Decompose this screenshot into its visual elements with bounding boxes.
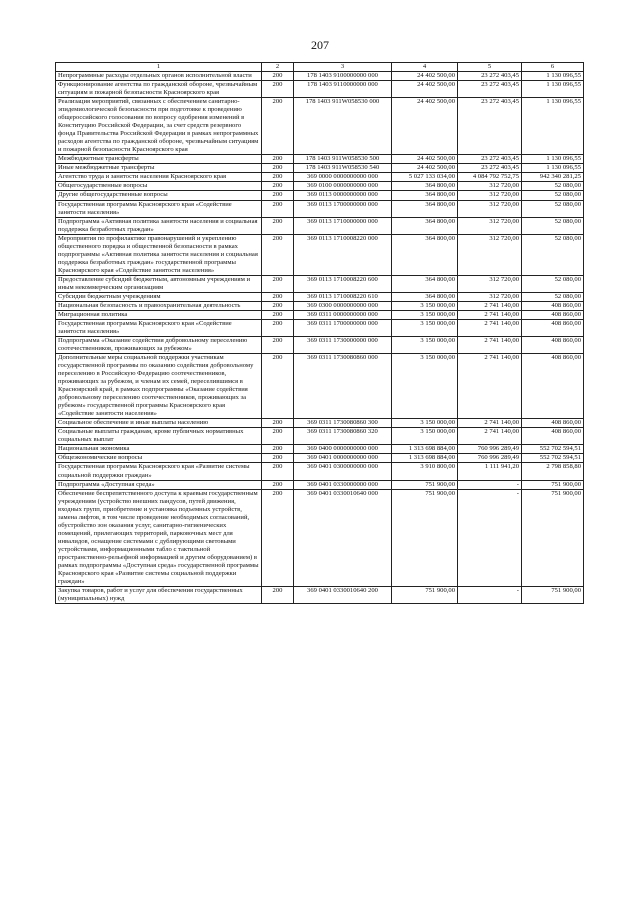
budget-table bbox=[55, 62, 584, 604]
grbs-code-cell: 200 bbox=[262, 428, 294, 445]
table-row bbox=[56, 354, 584, 419]
table-row bbox=[56, 182, 584, 191]
executed-amount-cell: 23 272 403,45 bbox=[458, 155, 522, 164]
remainder-amount-cell: 408 860,00 bbox=[522, 301, 584, 310]
classification-code-cell: 369 0113 1710008220 610 bbox=[294, 292, 392, 301]
executed-amount-cell: 1 111 941,20 bbox=[458, 463, 522, 480]
table-header bbox=[56, 63, 584, 72]
remainder-amount-cell: 1 130 096,55 bbox=[522, 155, 584, 164]
row-name-cell: Мероприятия по профилактике правонарушений и укреплению общественного порядка и общественной безопасности в рамках подпрограммы «Активная политика занятости населения и социальная поддержка безработных граждан» государственной программы Красноярского края «Содействие занятости населения» bbox=[56, 234, 262, 275]
assigned-amount-cell: 3 150 000,00 bbox=[392, 428, 458, 445]
table-row bbox=[56, 454, 584, 463]
executed-amount-cell: 312 720,00 bbox=[458, 200, 522, 217]
remainder-amount-cell: 52 080,00 bbox=[522, 292, 584, 301]
assigned-amount-cell: 364 800,00 bbox=[392, 292, 458, 301]
remainder-amount-cell: 1 130 096,55 bbox=[522, 98, 584, 155]
classification-code-cell: 369 0400 0000000000 000 bbox=[294, 445, 392, 454]
grbs-code-cell: 200 bbox=[262, 337, 294, 354]
executed-amount-cell: 23 272 403,45 bbox=[458, 72, 522, 81]
classification-code-cell: 369 0000 0000000000 000 bbox=[294, 173, 392, 182]
grbs-code-cell: 200 bbox=[262, 586, 294, 603]
classification-code-cell: 369 0113 1710008220 000 bbox=[294, 234, 392, 275]
row-name-cell: Непрограммные расходы отдельных органов исполнительной власти bbox=[56, 72, 262, 81]
assigned-amount-cell: 751 900,00 bbox=[392, 480, 458, 489]
classification-code-cell: 178 1403 9100000000 000 bbox=[294, 72, 392, 81]
grbs-code-cell: 200 bbox=[262, 155, 294, 164]
assigned-amount-cell: 5 027 133 034,00 bbox=[392, 173, 458, 182]
classification-code-cell: 369 0401 0330010640 000 bbox=[294, 489, 392, 586]
classification-code-cell: 369 0311 1700000000 000 bbox=[294, 319, 392, 336]
executed-amount-cell: - bbox=[458, 480, 522, 489]
row-name-cell: Функционирование агентства по гражданской обороне, чрезвычайным ситуациям и пожарной безопасности Красноярского края bbox=[56, 81, 262, 98]
classification-code-cell: 178 1403 911W058530 540 bbox=[294, 164, 392, 173]
row-name-cell: Агентство труда и занятости населения Красноярского края bbox=[56, 173, 262, 182]
assigned-amount-cell: 364 800,00 bbox=[392, 234, 458, 275]
table-row bbox=[56, 234, 584, 275]
assigned-amount-cell: 751 900,00 bbox=[392, 489, 458, 586]
grbs-code-cell: 200 bbox=[262, 489, 294, 586]
remainder-amount-cell: 552 702 594,51 bbox=[522, 454, 584, 463]
grbs-code-cell: 200 bbox=[262, 454, 294, 463]
grbs-code-cell: 200 bbox=[262, 200, 294, 217]
table-row bbox=[56, 463, 584, 480]
grbs-code-cell: 200 bbox=[262, 81, 294, 98]
row-name-cell: Общегосударственные вопросы bbox=[56, 182, 262, 191]
executed-amount-cell: 312 720,00 bbox=[458, 275, 522, 292]
assigned-amount-cell: 1 313 698 884,00 bbox=[392, 454, 458, 463]
header-row bbox=[56, 63, 584, 72]
row-name-cell: Подпрограмма «Оказание содействия добровольному переселению соотечественников, проживающих за рубежом» bbox=[56, 337, 262, 354]
classification-code-cell: 369 0311 1730080860 300 bbox=[294, 419, 392, 428]
table-row bbox=[56, 217, 584, 234]
classification-code-cell: 369 0401 0000000000 000 bbox=[294, 454, 392, 463]
remainder-amount-cell: 942 340 281,25 bbox=[522, 173, 584, 182]
grbs-code-cell: 200 bbox=[262, 173, 294, 182]
grbs-code-cell: 200 bbox=[262, 480, 294, 489]
executed-amount-cell: 4 084 792 752,75 bbox=[458, 173, 522, 182]
grbs-code-cell: 200 bbox=[262, 319, 294, 336]
remainder-amount-cell: 52 080,00 bbox=[522, 182, 584, 191]
grbs-code-cell: 200 bbox=[262, 98, 294, 155]
assigned-amount-cell: 24 402 500,00 bbox=[392, 98, 458, 155]
executed-amount-cell: 23 272 403,45 bbox=[458, 98, 522, 155]
table-row bbox=[56, 164, 584, 173]
classification-code-cell: 369 0311 1730080860 000 bbox=[294, 354, 392, 419]
remainder-amount-cell: 408 860,00 bbox=[522, 337, 584, 354]
row-name-cell: Общеэкономические вопросы bbox=[56, 454, 262, 463]
table-row bbox=[56, 155, 584, 164]
classification-code-cell: 369 0401 0330010640 200 bbox=[294, 586, 392, 603]
row-name-cell: Подпрограмма «Доступная среда» bbox=[56, 480, 262, 489]
executed-amount-cell: 312 720,00 bbox=[458, 292, 522, 301]
remainder-amount-cell: 751 900,00 bbox=[522, 480, 584, 489]
grbs-code-cell: 200 bbox=[262, 234, 294, 275]
table-row bbox=[56, 275, 584, 292]
executed-amount-cell: 760 996 289,49 bbox=[458, 454, 522, 463]
grbs-code-cell: 200 bbox=[262, 164, 294, 173]
table-row bbox=[56, 480, 584, 489]
executed-amount-cell: 760 996 289,49 bbox=[458, 445, 522, 454]
row-name-cell: Национальная безопасность и правоохранительная деятельность bbox=[56, 301, 262, 310]
executed-amount-cell: 2 741 140,00 bbox=[458, 310, 522, 319]
grbs-code-cell: 200 bbox=[262, 292, 294, 301]
assigned-amount-cell: 24 402 500,00 bbox=[392, 81, 458, 98]
page-number: 207 bbox=[311, 38, 329, 52]
assigned-amount-cell: 3 150 000,00 bbox=[392, 419, 458, 428]
assigned-amount-cell: 364 800,00 bbox=[392, 191, 458, 200]
classification-code-cell: 369 0100 0000000000 000 bbox=[294, 182, 392, 191]
remainder-amount-cell: 52 080,00 bbox=[522, 234, 584, 275]
classification-code-cell: 178 1403 911W058530 500 bbox=[294, 155, 392, 164]
table-row bbox=[56, 319, 584, 336]
remainder-amount-cell: 52 080,00 bbox=[522, 275, 584, 292]
column-header: 2 bbox=[262, 63, 294, 72]
remainder-amount-cell: 1 130 096,55 bbox=[522, 81, 584, 98]
assigned-amount-cell: 3 150 000,00 bbox=[392, 354, 458, 419]
executed-amount-cell: 312 720,00 bbox=[458, 217, 522, 234]
executed-amount-cell: - bbox=[458, 586, 522, 603]
executed-amount-cell: 2 741 140,00 bbox=[458, 301, 522, 310]
row-name-cell: Подпрограмма «Активная политика занятости населения и социальная поддержка безработных граждан» bbox=[56, 217, 262, 234]
table-row bbox=[56, 428, 584, 445]
grbs-code-cell: 200 bbox=[262, 354, 294, 419]
grbs-code-cell: 200 bbox=[262, 463, 294, 480]
executed-amount-cell: 23 272 403,45 bbox=[458, 164, 522, 173]
column-header: 1 bbox=[56, 63, 262, 72]
remainder-amount-cell: 1 130 096,55 bbox=[522, 164, 584, 173]
table-row bbox=[56, 301, 584, 310]
classification-code-cell: 369 0113 1710008220 600 bbox=[294, 275, 392, 292]
remainder-amount-cell: 52 080,00 bbox=[522, 200, 584, 217]
table-row bbox=[56, 98, 584, 155]
executed-amount-cell: - bbox=[458, 489, 522, 586]
assigned-amount-cell: 364 800,00 bbox=[392, 275, 458, 292]
grbs-code-cell: 200 bbox=[262, 275, 294, 292]
row-name-cell: Дополнительные меры социальной поддержки участникам государственной программы по оказанию содействия добровольному переселению в Российскую Федерацию соотечественников, проживающих за рубежом, и членам их семей, переселившимся в Красноярский край, в рамках подпрограммы «Оказание содействия добровольному переселению соотечественников, проживающих за рубежом» государственной программы Красноярского края «Содействие занятости населения» bbox=[56, 354, 262, 419]
assigned-amount-cell: 3 150 000,00 bbox=[392, 319, 458, 336]
classification-code-cell: 369 0401 0300000000 000 bbox=[294, 463, 392, 480]
row-name-cell: Миграционная политика bbox=[56, 310, 262, 319]
executed-amount-cell: 312 720,00 bbox=[458, 234, 522, 275]
grbs-code-cell: 200 bbox=[262, 419, 294, 428]
row-name-cell: Социальное обеспечение и иные выплаты населению bbox=[56, 419, 262, 428]
column-header: 4 bbox=[392, 63, 458, 72]
table-row bbox=[56, 72, 584, 81]
column-header: 3 bbox=[294, 63, 392, 72]
grbs-code-cell: 200 bbox=[262, 301, 294, 310]
executed-amount-cell: 2 741 140,00 bbox=[458, 319, 522, 336]
remainder-amount-cell: 52 080,00 bbox=[522, 217, 584, 234]
grbs-code-cell: 200 bbox=[262, 217, 294, 234]
remainder-amount-cell: 552 702 594,51 bbox=[522, 445, 584, 454]
column-header: 5 bbox=[458, 63, 522, 72]
grbs-code-cell: 200 bbox=[262, 191, 294, 200]
row-name-cell: Закупка товаров, работ и услуг для обеспечения государственных (муниципальных) нужд bbox=[56, 586, 262, 603]
row-name-cell: Обеспечение беспрепятственного доступа к краевым государственным учреждениям (устройство внешних пандусов, путей движения, входных групп, приобретение и установка подъемных устройств, замена лифтов, в том числе проведение необходимых согласований, обустройство зон оказания услуг, санитарно-гигиенических помещений, прилегающих территорий, парковочных мест для инвалидов, оснащение системами с дублирующими световыми устройствами, информационными табло с тактильной пространственно-рельефной информацией и другим оборудованием) в рамках подпрограммы «Доступная среда» государственной программы Красноярского края «Развитие системы социальной поддержки граждан» bbox=[56, 489, 262, 586]
row-name-cell: Субсидии бюджетным учреждениям bbox=[56, 292, 262, 301]
table-row bbox=[56, 489, 584, 586]
assigned-amount-cell: 3 150 000,00 bbox=[392, 310, 458, 319]
column-header: 6 bbox=[522, 63, 584, 72]
executed-amount-cell: 2 741 140,00 bbox=[458, 354, 522, 419]
classification-code-cell: 369 0113 1710000000 000 bbox=[294, 217, 392, 234]
assigned-amount-cell: 24 402 500,00 bbox=[392, 155, 458, 164]
assigned-amount-cell: 24 402 500,00 bbox=[392, 164, 458, 173]
table-row bbox=[56, 310, 584, 319]
remainder-amount-cell: 408 860,00 bbox=[522, 428, 584, 445]
remainder-amount-cell: 1 130 096,55 bbox=[522, 72, 584, 81]
table-row bbox=[56, 81, 584, 98]
table-row bbox=[56, 337, 584, 354]
classification-code-cell: 369 0311 0000000000 000 bbox=[294, 310, 392, 319]
row-name-cell: Иные межбюджетные трансферты bbox=[56, 164, 262, 173]
row-name-cell: Государственная программа Красноярского края «Развитие системы социальной поддержки граждан» bbox=[56, 463, 262, 480]
assigned-amount-cell: 24 402 500,00 bbox=[392, 72, 458, 81]
classification-code-cell: 369 0311 1730080860 320 bbox=[294, 428, 392, 445]
classification-code-cell: 369 0113 1700000000 000 bbox=[294, 200, 392, 217]
row-name-cell: Другие общегосударственные вопросы bbox=[56, 191, 262, 200]
table-row bbox=[56, 419, 584, 428]
remainder-amount-cell: 751 900,00 bbox=[522, 586, 584, 603]
remainder-amount-cell: 408 860,00 bbox=[522, 319, 584, 336]
remainder-amount-cell: 408 860,00 bbox=[522, 310, 584, 319]
classification-code-cell: 369 0300 0000000000 000 bbox=[294, 301, 392, 310]
remainder-amount-cell: 408 860,00 bbox=[522, 354, 584, 419]
assigned-amount-cell: 364 800,00 bbox=[392, 200, 458, 217]
remainder-amount-cell: 408 860,00 bbox=[522, 419, 584, 428]
classification-code-cell: 178 1403 911W058530 000 bbox=[294, 98, 392, 155]
classification-code-cell: 369 0113 0000000000 000 bbox=[294, 191, 392, 200]
table-row bbox=[56, 445, 584, 454]
row-name-cell: Межбюджетные трансферты bbox=[56, 155, 262, 164]
row-name-cell: Государственная программа Красноярского края «Содействие занятости населения» bbox=[56, 319, 262, 336]
table-row bbox=[56, 586, 584, 603]
grbs-code-cell: 200 bbox=[262, 72, 294, 81]
executed-amount-cell: 23 272 403,45 bbox=[458, 81, 522, 98]
grbs-code-cell: 200 bbox=[262, 310, 294, 319]
row-name-cell: Государственная программа Красноярского края «Содействие занятости населения» bbox=[56, 200, 262, 217]
assigned-amount-cell: 3 150 000,00 bbox=[392, 337, 458, 354]
assigned-amount-cell: 364 800,00 bbox=[392, 182, 458, 191]
table-row bbox=[56, 200, 584, 217]
table-body bbox=[56, 72, 584, 604]
classification-code-cell: 369 0311 1730000000 000 bbox=[294, 337, 392, 354]
remainder-amount-cell: 52 080,00 bbox=[522, 191, 584, 200]
classification-code-cell: 178 1403 9110000000 000 bbox=[294, 81, 392, 98]
executed-amount-cell: 2 741 140,00 bbox=[458, 337, 522, 354]
table-row bbox=[56, 173, 584, 182]
row-name-cell: Национальная экономика bbox=[56, 445, 262, 454]
grbs-code-cell: 200 bbox=[262, 445, 294, 454]
assigned-amount-cell: 364 800,00 bbox=[392, 217, 458, 234]
remainder-amount-cell: 751 900,00 bbox=[522, 489, 584, 586]
grbs-code-cell: 200 bbox=[262, 182, 294, 191]
executed-amount-cell: 312 720,00 bbox=[458, 191, 522, 200]
executed-amount-cell: 2 741 140,00 bbox=[458, 428, 522, 445]
row-name-cell: Предоставление субсидий бюджетным, автономным учреждениям и иным некоммерческим организациям bbox=[56, 275, 262, 292]
table-row bbox=[56, 292, 584, 301]
remainder-amount-cell: 2 798 858,80 bbox=[522, 463, 584, 480]
table-row bbox=[56, 191, 584, 200]
executed-amount-cell: 312 720,00 bbox=[458, 182, 522, 191]
assigned-amount-cell: 3 910 800,00 bbox=[392, 463, 458, 480]
row-name-cell: Реализация мероприятий, связанных с обеспечением санитарно-эпидемиологической безопасности при подготовке к проведению общероссийского голосования по вопросу одобрения изменений в Конституцию Российской Федерации, за счет средств резервного фонда Правительства Российской Федерации в рамках непрограммных расходов агентства по гражданской обороне, чрезвычайным ситуациям и пожарной безопасности Красноярского края bbox=[56, 98, 262, 155]
assigned-amount-cell: 1 313 698 884,00 bbox=[392, 445, 458, 454]
row-name-cell: Социальные выплаты гражданам, кроме публичных нормативных социальных выплат bbox=[56, 428, 262, 445]
executed-amount-cell: 2 741 140,00 bbox=[458, 419, 522, 428]
assigned-amount-cell: 3 150 000,00 bbox=[392, 301, 458, 310]
assigned-amount-cell: 751 900,00 bbox=[392, 586, 458, 603]
classification-code-cell: 369 0401 0330000000 000 bbox=[294, 480, 392, 489]
